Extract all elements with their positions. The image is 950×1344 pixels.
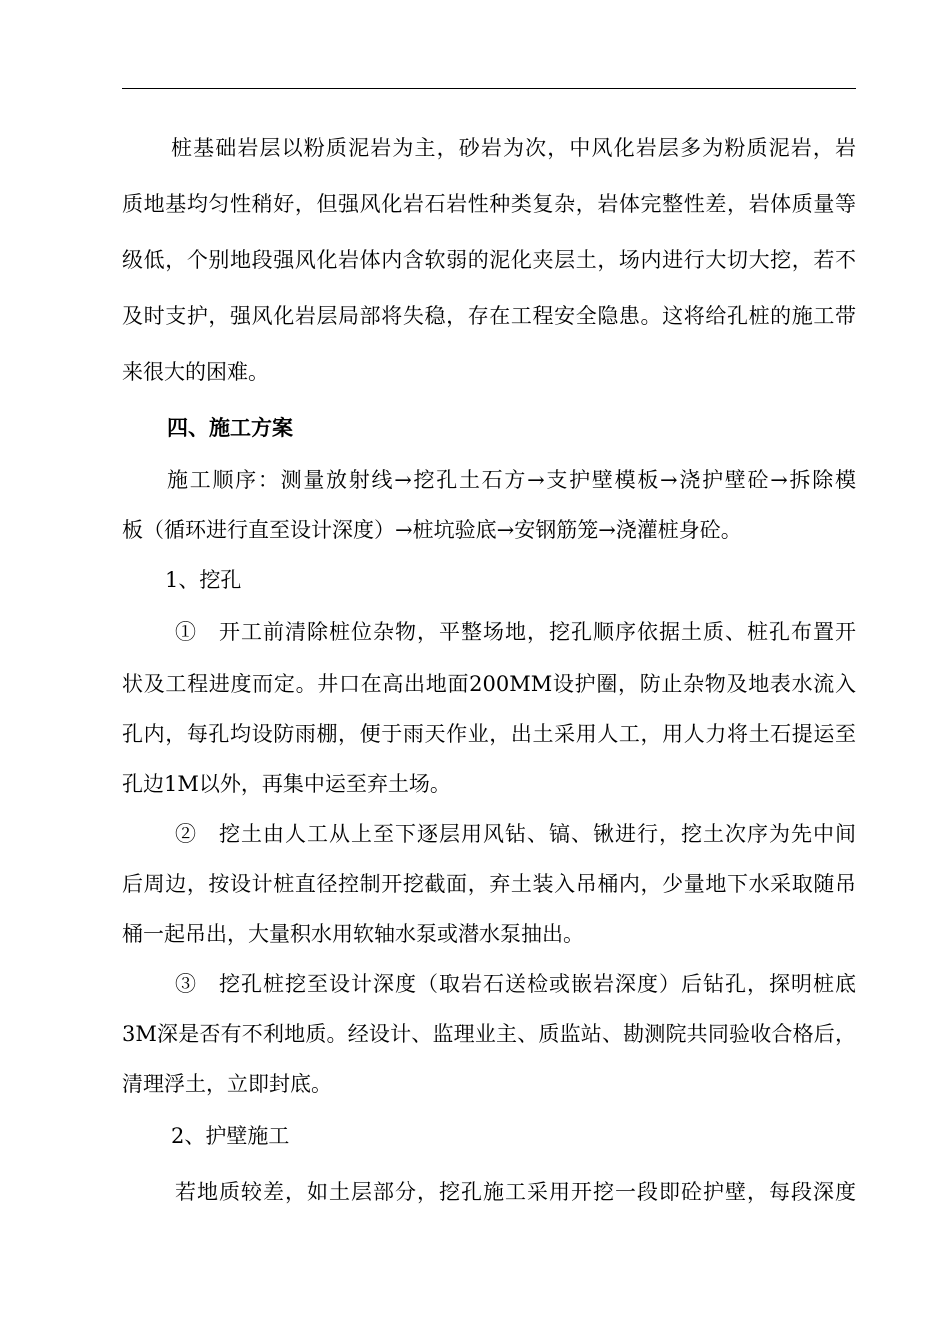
- text-line-11: 状及工程进度而定。井口在高出地面200MM设护圈，防止杂物及地表水流入: [122, 672, 856, 696]
- text-line-16: 桶一起吊出，大量积水用软轴水泵或潜水泵抽出。: [122, 922, 584, 946]
- subheading-2: 2、护壁施工: [171, 1124, 290, 1148]
- text-line-4: 及时支护，强风化岩层局部将失稳，存在工程安全隐患。这将给孔桩的施工带: [122, 304, 856, 328]
- text-line-8: 板（循环进行直至设计深度）→桩坑验底→安钢筋笼→浇灌桩身砼。: [122, 518, 742, 542]
- header-rule: [122, 88, 856, 89]
- text-line-19: 清理浮土，立即封底。: [122, 1072, 332, 1096]
- text-line-5: 来很大的困难。: [122, 360, 269, 384]
- section-heading: 四、施工方案: [167, 415, 293, 440]
- text-line-7: 施工顺序：测量放射线→挖孔土石方→支护壁模板→浇护壁砼→拆除模: [167, 468, 856, 492]
- text-line-15: 后周边，按设计桩直径控制开挖截面，弃土装入吊桶内，少量地下水采取随吊: [122, 872, 856, 896]
- text-line-12: 孔内，每孔均设防雨棚，便于雨天作业，出土采用人工，用人力将土石提运至: [122, 722, 856, 746]
- text-line-17: ③ 挖孔桩挖至设计深度（取岩石送检或嵌岩深度）后钻孔，探明桩底: [175, 972, 856, 996]
- text-line-3: 级低，个别地段强风化岩体内含软弱的泥化夹层土，场内进行大切大挖，若不: [122, 248, 856, 272]
- text-line-1: 桩基础岩层以粉质泥岩为主，砂岩为次，中风化岩层多为粉质泥岩，岩: [171, 136, 856, 160]
- text-line-18: 3M深是否有不利地质。经设计、监理业主、质监站、勘测院共同验收合格后，: [122, 1022, 856, 1046]
- text-line-2: 质地基均匀性稍好，但强风化岩石岩性种类复杂，岩体完整性差，岩体质量等: [122, 192, 856, 216]
- text-line-21: 若地质较差，如土层部分，挖孔施工采用开挖一段即砼护壁，每段深度: [175, 1180, 856, 1204]
- text-line-10: ① 开工前清除桩位杂物，平整场地，挖孔顺序依据土质、桩孔布置开: [175, 620, 856, 644]
- subheading-1: 1、挖孔: [165, 568, 242, 592]
- text-line-14: ② 挖土由人工从上至下逐层用风钻、镐、锹进行，挖土次序为先中间: [175, 822, 856, 846]
- text-line-13: 孔边1M以外，再集中运至弃土场。: [122, 772, 451, 796]
